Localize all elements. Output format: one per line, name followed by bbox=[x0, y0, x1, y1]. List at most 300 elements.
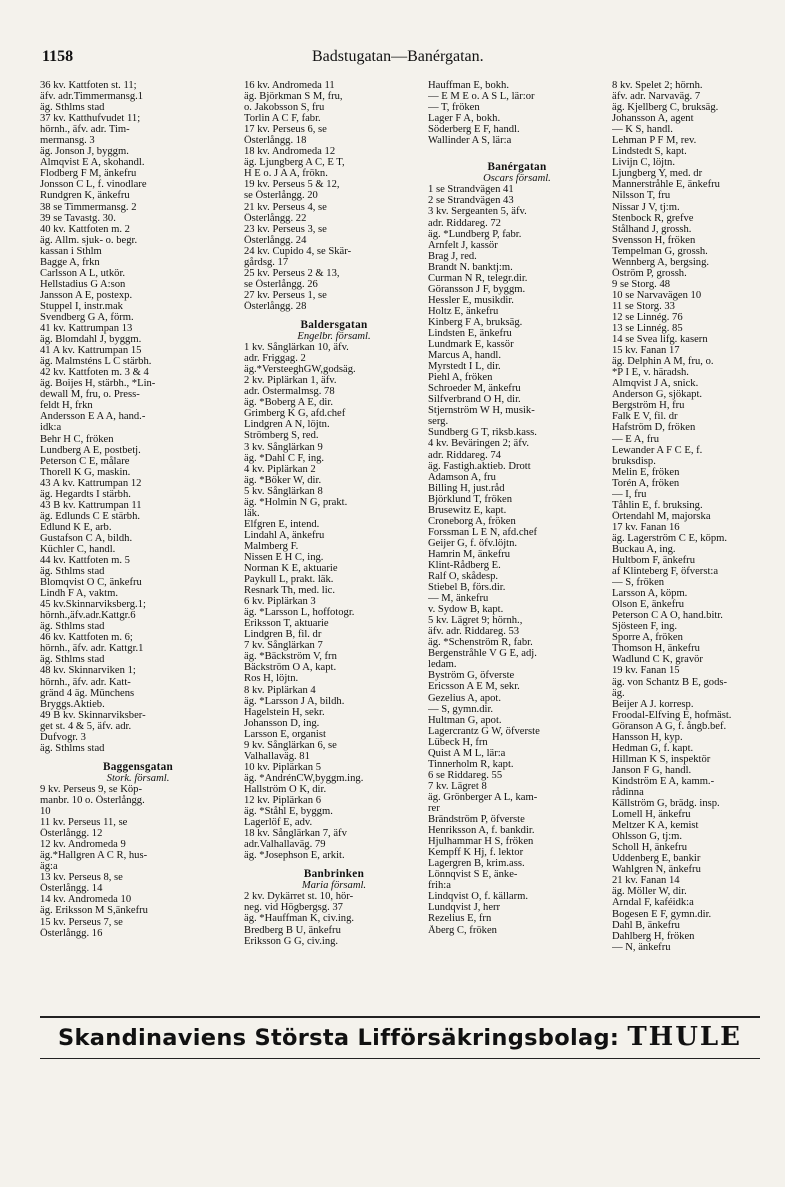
directory-entry: 14 se Svea lifg. kasern bbox=[612, 334, 708, 346]
directory-entry: Söderberg E F, handl. bbox=[428, 124, 520, 136]
directory-entry: Resnark Th, med. lic. bbox=[244, 585, 336, 597]
directory-entry: Geijer G, f. öfv.löjtn. bbox=[428, 537, 518, 549]
parish-name: Oscars församl. bbox=[483, 173, 551, 185]
directory-entry: Sjösteen F, ing. bbox=[612, 621, 678, 633]
directory-entry: o. Jakobsson S, fru bbox=[244, 102, 325, 114]
directory-entry: äg. Delphin A M, fru, o. bbox=[612, 356, 714, 368]
spacer bbox=[428, 146, 606, 154]
directory-entry: Scholl H, änkefru bbox=[612, 842, 688, 854]
directory-entry: Byström G, öfverste bbox=[428, 670, 515, 682]
directory-entry: Adamson A, fru bbox=[428, 471, 496, 483]
directory-entry: 37 kv. Katthufvudet 11; bbox=[40, 113, 141, 125]
directory-entry: äg. *Dahl C F, ing. bbox=[244, 452, 325, 464]
directory-entry: 2 kv. Piplärkan 1, äfv. bbox=[244, 375, 337, 387]
directory-entry: Ros H, löjtn. bbox=[244, 673, 299, 685]
directory-entry: 10 kv. Piplärkan 5 bbox=[244, 761, 321, 773]
street-heading: Baggensgatan bbox=[102, 761, 174, 773]
directory-entry: Strömberg S, red. bbox=[244, 430, 319, 442]
directory-entry: Froodal-Elfving E, hofmäst. bbox=[612, 709, 732, 721]
directory-entry: Stiebel B, förs.dir. bbox=[428, 582, 506, 594]
directory-entry: Hafström D, fröken bbox=[612, 422, 696, 434]
directory-entry: Norman K E, aktuarie bbox=[244, 563, 338, 575]
directory-entry: Küchler C, handl. bbox=[40, 543, 116, 555]
directory-entry: Arnfelt J, kassör bbox=[428, 239, 498, 251]
directory-entry: Österlångg. 24 bbox=[244, 234, 307, 246]
directory-entry: 12 kv. Andromeda 9 bbox=[40, 839, 126, 851]
directory-entry: Valhallaväg. 81 bbox=[244, 750, 310, 762]
directory-entry: Lönnqvist S E, änke- bbox=[428, 869, 518, 881]
directory-entry: Thomson H, änkefru bbox=[612, 643, 700, 655]
directory-entry: Bergenstråhle V G E, adj. bbox=[428, 648, 537, 660]
directory-entry: äg. Eriksson M S,änkefru bbox=[40, 905, 148, 917]
directory-entry: Blomqvist O C, änkefru bbox=[40, 577, 142, 589]
directory-entry: Lundqvist J, herr bbox=[428, 902, 501, 914]
directory-entry: äg. *Josephson E, arkit. bbox=[244, 850, 345, 862]
directory-entry: 11 se Storg. 33 bbox=[612, 300, 675, 312]
directory-entry: Silfverbrand O H, dir. bbox=[428, 394, 521, 406]
footer-rule-bottom bbox=[40, 1058, 760, 1059]
directory-entry: 43 A kv. Kattrumpan 12 bbox=[40, 477, 142, 489]
directory-entry: frih:a bbox=[428, 880, 451, 892]
directory-column-3 bbox=[428, 80, 606, 1010]
directory-entry: Österlångg. 16 bbox=[40, 927, 103, 939]
directory-entry: 23 kv. Perseus 3, se bbox=[244, 223, 327, 235]
directory-entry: af Klinteberg F, öfverst:a bbox=[612, 566, 719, 578]
directory-entry: Elfgren E, intend. bbox=[244, 518, 320, 530]
directory-entry: Thorell K G, maskin. bbox=[40, 466, 131, 478]
directory-entry: Uddenberg E, bankir bbox=[612, 853, 701, 865]
directory-entry: bruksdisp. bbox=[612, 455, 656, 467]
directory-entry: Hillman K S, inspektör bbox=[612, 753, 711, 765]
directory-entry: Olson E, änkefru bbox=[612, 599, 685, 611]
directory-entry: hörnh., äfv. adr. Kattgr.1 bbox=[40, 643, 144, 655]
directory-entry: Österlångg. 18 bbox=[244, 135, 307, 147]
directory-entry: Livijn C, löjtn. bbox=[612, 157, 675, 169]
directory-entry: 2 se Strandvägen 43 bbox=[428, 195, 514, 207]
directory-entry: Lindsten E, änkefru bbox=[428, 327, 512, 339]
directory-entry: Wahlgren N, änkefru bbox=[612, 864, 701, 876]
directory-entry: Ohlsson G, tj:m. bbox=[612, 831, 683, 843]
directory-entry: Arndal F, kaféidk:a bbox=[612, 897, 694, 909]
directory-entry: Johansson D, ing. bbox=[244, 717, 320, 729]
directory-entry: 21 kv. Perseus 4, se bbox=[244, 201, 327, 213]
directory-entry: hörnh., äfv. adr. Katt- bbox=[40, 676, 131, 688]
directory-entry: 19 kv. Fanan 15 bbox=[612, 665, 680, 677]
directory-entry: adr. Riddareg. 74 bbox=[428, 449, 501, 461]
directory-entry: Lagerlöf E, adv. bbox=[244, 817, 313, 829]
directory-entry: äg. Fastigh.aktieb. Drott bbox=[428, 460, 531, 472]
directory-entry: äg. Sthlms stad bbox=[40, 566, 105, 578]
directory-entry: äg. *Bäckström V, frn bbox=[244, 651, 337, 663]
directory-entry: Lagergren B, krim.ass. bbox=[428, 858, 525, 870]
directory-entry: 7 kv. Sånglärkan 7 bbox=[244, 640, 323, 652]
directory-entry: Österlångg. 28 bbox=[244, 300, 307, 312]
directory-entry: äg. Edlunds C E stärbh. bbox=[40, 510, 141, 522]
directory-entry: Jonsson C L, f. vinodlare bbox=[40, 179, 147, 191]
directory-entry: Behr H C, fröken bbox=[40, 433, 114, 445]
directory-entry: Sporre A, fröken bbox=[612, 632, 683, 644]
directory-entry: Torlin A C F, fabr. bbox=[244, 113, 321, 125]
directory-entry: 12 se Linnég. 76 bbox=[612, 311, 683, 323]
directory-entry: *P I E, v. häradsh. bbox=[612, 367, 689, 379]
directory-entry: gårdsg. 17 bbox=[244, 256, 289, 268]
directory-entry: Bergström H, fru bbox=[612, 400, 685, 412]
directory-entry: Beijer A J. korresp. bbox=[612, 698, 694, 710]
directory-entry: get st. 4 & 5, äfv. adr. bbox=[40, 720, 132, 732]
directory-entry: idk:a bbox=[40, 422, 62, 434]
directory-entry: 13 se Linnég. 85 bbox=[612, 323, 683, 335]
directory-entry: äg. Kjellberg C, bruksäg. bbox=[612, 102, 719, 114]
directory-entry: 24 kv. Cupido 4, se Skär- bbox=[244, 245, 352, 257]
directory-entry: Holtz E, änkefru bbox=[428, 305, 499, 317]
directory-entry: 49 B kv. Skinnarviksber- bbox=[40, 709, 146, 721]
directory-entry: Tinnerholm R, kapt. bbox=[428, 758, 514, 770]
directory-entry: Stålhand J, grossh. bbox=[612, 223, 692, 235]
directory-entry: se Österlångg. 20 bbox=[244, 190, 318, 202]
directory-entry: Billing H, just.råd bbox=[428, 482, 505, 494]
directory-entry: 41 A kv. Kattrumpan 15 bbox=[40, 345, 142, 357]
directory-entry: äg. *AndrénCW,byggm.ing. bbox=[244, 772, 364, 784]
directory-entry: Larsson E, organist bbox=[244, 728, 326, 740]
directory-entry: äg. *Lundberg P, fabr. bbox=[428, 228, 522, 240]
directory-entry: 21 kv. Fanan 14 bbox=[612, 875, 680, 887]
directory-entry: äg. Hegardts I stärbh. bbox=[40, 488, 131, 500]
directory-entry: Curman N R, telegr.dir. bbox=[428, 272, 528, 284]
directory-entry: 15 kv. Fanan 17 bbox=[612, 345, 680, 357]
directory-entry: Björklund T, fröken bbox=[428, 493, 513, 505]
directory-entry: äg. *Holmin N G, prakt. bbox=[244, 496, 348, 508]
directory-entry: Mannerstråhle E, änkefru bbox=[612, 179, 720, 191]
street-heading: Banérgatan bbox=[487, 162, 547, 174]
directory-entry: Wallinder A S, lär:a bbox=[428, 135, 512, 147]
directory-entry: Lehman P F M, rev. bbox=[612, 135, 697, 147]
directory-entry: neg. vid Högbergsg. 37 bbox=[244, 902, 343, 914]
directory-entry: äfv. adr.Timmermansg.1 bbox=[40, 91, 144, 103]
street-heading: Banbrinken bbox=[303, 869, 365, 881]
directory-entry: se Österlångg. 26 bbox=[244, 278, 318, 290]
directory-entry: 10 bbox=[40, 806, 51, 818]
directory-entry: Dufvogr. 3 bbox=[40, 731, 86, 743]
directory-entry: Ralf O, skådesp. bbox=[428, 571, 499, 583]
directory-entry: 25 kv. Perseus 2 & 13, bbox=[244, 267, 340, 279]
directory-entry: Lübeck H, frn bbox=[428, 736, 488, 748]
directory-entry: 19 kv. Perseus 5 & 12, bbox=[244, 179, 340, 191]
directory-entry: — K S, handl. bbox=[612, 124, 673, 136]
directory-entry: 36 kv. Kattfoten st. 11; bbox=[40, 80, 137, 91]
parish-name: Maria församl. bbox=[301, 880, 367, 892]
directory-entry: Ericsson A E M, sekr. bbox=[428, 681, 520, 693]
directory-entry: Brag J, red. bbox=[428, 250, 477, 262]
directory-entry: Lundmark E, kassör bbox=[428, 339, 514, 351]
directory-entry: Ljungberg Y, med. dr bbox=[612, 168, 703, 180]
directory-entry: 18 kv. Sånglärkan 7, äfv bbox=[244, 828, 347, 840]
directory-entry: — E M E o. A S L, lär:or bbox=[428, 91, 535, 103]
directory-entry: 17 kv. Perseus 6, se bbox=[244, 124, 327, 136]
directory-entry: äg. Björkman S M, fru, bbox=[244, 91, 343, 103]
directory-entry: Brändström P, öfverste bbox=[428, 814, 525, 826]
directory-entry: Quist A M L, lär:a bbox=[428, 747, 506, 759]
directory-entry: Almqvist E A, skohandl. bbox=[40, 157, 145, 169]
directory-entry: Klint-Rådberg E. bbox=[428, 559, 501, 571]
directory-entry: manbr. 10 o. Österlångg. bbox=[40, 795, 145, 806]
directory-entry: Hallström O K, dir. bbox=[244, 783, 327, 795]
directory-entry: Jansson A E, postexp. bbox=[40, 289, 133, 301]
directory-entry: Almqvist J A, snick. bbox=[612, 378, 699, 390]
directory-entry: Brusewitz E, kapt. bbox=[428, 504, 507, 516]
directory-entry: Brandt N. banktj:m. bbox=[428, 261, 513, 273]
directory-entry: Lindgren B, fil. dr bbox=[244, 629, 322, 641]
directory-entry: äg. Lagerström C E, köpm. bbox=[612, 532, 728, 544]
directory-entry: Kempff K Hj, f. lektor bbox=[428, 847, 524, 859]
directory-entry: äg. Boijes H, stärbh., *Lin- bbox=[40, 378, 156, 390]
directory-entry: Larsson A, köpm. bbox=[612, 588, 688, 600]
directory-entry: 2 kv. Dykärret st. 10, hör- bbox=[244, 891, 354, 903]
directory-column-4 bbox=[612, 80, 782, 1010]
directory-entry: 38 se Timmermansg. 2 bbox=[40, 201, 137, 213]
directory-entry: äg. *Schenström R, fabr. bbox=[428, 637, 533, 649]
directory-entry: äg. Sthlms stad bbox=[40, 654, 105, 666]
directory-column-2 bbox=[244, 80, 424, 1010]
directory-entry: kassan i Sthlm bbox=[40, 245, 102, 257]
directory-entry: 17 kv. Fanan 16 bbox=[612, 521, 680, 533]
directory-entry: Österlångg. 14 bbox=[40, 883, 103, 895]
directory-entry: äg. *Hauffman K, civ.ing. bbox=[244, 913, 355, 925]
directory-entry: äfv. adr. Narvaväg. 7 bbox=[612, 91, 701, 103]
directory-entry: äg. *Ståhl E, byggm. bbox=[244, 806, 333, 818]
directory-entry: adr. Östermalmsg. 78 bbox=[244, 386, 335, 398]
directory-entry: Bogesen E F, gymn.dir. bbox=[612, 908, 712, 920]
directory-entry: Nilsson T, fru bbox=[612, 190, 671, 202]
directory-entry: Malmberg F. bbox=[244, 540, 299, 552]
page-number: 1158 bbox=[42, 48, 74, 65]
directory-entry: 9 kv. Sånglärkan 6, se bbox=[244, 739, 337, 751]
directory-entry: Melin E, fröken bbox=[612, 466, 680, 478]
ad-text: Skandinaviens Största Lifförsäkringsbolag: bbox=[58, 1025, 620, 1051]
directory-entry: 9 kv. Perseus 9, se Köp- bbox=[40, 783, 143, 795]
directory-entry: 16 kv. Andromeda 11 bbox=[244, 80, 335, 91]
directory-entry: äg. *Böker W, dir. bbox=[244, 474, 322, 486]
directory-entry: Lagercrantz G W, öfverste bbox=[428, 725, 540, 737]
directory-entry: äg. Malmsténs L C stärbh. bbox=[40, 356, 152, 368]
directory-entry: äg. Jonson J, byggm. bbox=[40, 146, 129, 158]
spacer bbox=[40, 754, 236, 762]
directory-entry: 5 kv. Lägret 9; hörnh., bbox=[428, 615, 523, 627]
directory-entry: 5 kv. Sånglärkan 8 bbox=[244, 485, 323, 497]
directory-entry: 3 kv. Sergeanten 5, äfv. bbox=[428, 206, 527, 218]
directory-entry: äg. Grönberger A L, kam- bbox=[428, 791, 538, 803]
directory-entry: Lager F A, bokh. bbox=[428, 113, 501, 125]
directory-entry: 13 kv. Perseus 8, se bbox=[40, 872, 123, 884]
directory-entry: 40 kv. Kattfoten m. 2 bbox=[40, 223, 130, 235]
ad-brand: THULE bbox=[627, 1022, 742, 1052]
directory-entry: — I, fru bbox=[612, 488, 647, 500]
directory-entry: Carlsson A L, utkör. bbox=[40, 267, 126, 279]
directory-entry: — N, änkefru bbox=[612, 941, 671, 953]
directory-entry: äg. Sthlms stad bbox=[40, 621, 105, 633]
directory-entry: äg:a bbox=[40, 861, 58, 873]
directory-entry: Falk E V, fil. dr bbox=[612, 411, 678, 423]
directory-entry: Hultbom F, änkefru bbox=[612, 555, 696, 567]
directory-entry: Kinberg F A, bruksäg. bbox=[428, 316, 523, 328]
street-heading: Baldersgatan bbox=[300, 319, 368, 331]
directory-entry: Hedman G, f. kapt. bbox=[612, 742, 694, 754]
directory-entry: 7 kv. Lägret 8 bbox=[428, 780, 487, 792]
directory-entry: 27 kv. Perseus 1, se bbox=[244, 289, 327, 301]
directory-entry: Nissar J V, tj:m. bbox=[612, 201, 680, 213]
page-header bbox=[0, 48, 785, 72]
directory-entry: adr. Riddareg. 72 bbox=[428, 217, 501, 229]
directory-entry: Svensson H, fröken bbox=[612, 234, 696, 246]
directory-entry: Lindqvist O, f. källarm. bbox=[428, 891, 529, 903]
directory-entry: Sundberg G T, riksb.kass. bbox=[428, 427, 537, 439]
directory-entry: Örtendahl M, majorska bbox=[612, 510, 711, 522]
directory-entry: Forssman L E N, afd.chef bbox=[428, 526, 538, 538]
directory-entry: Grimberg K G, afd.chef bbox=[244, 408, 346, 420]
directory-entry: Croneborg A, fröken bbox=[428, 515, 516, 527]
directory-entry: äg. *Boberg A E, dir. bbox=[244, 397, 333, 409]
directory-entry: Rundgren K, änkefru bbox=[40, 190, 130, 202]
directory-entry: Rezelius E, frn bbox=[428, 913, 492, 925]
directory-entry: Henriksson A, f. bankdir. bbox=[428, 825, 535, 837]
directory-entry: Peterson C A O, hand.bitr. bbox=[612, 610, 723, 622]
directory-entry: Anderson G, sjökapt. bbox=[612, 389, 703, 401]
directory-entry: Källström G, brädg. insp. bbox=[612, 798, 720, 810]
directory-entry: 1 se Strandvägen 41 bbox=[428, 184, 514, 196]
directory-entry: — T, fröken bbox=[428, 102, 480, 114]
directory-entry: 45 kv.Skinnarviksberg.1; bbox=[40, 599, 146, 611]
directory-entry: äg. Ljungberg A C, E T, bbox=[244, 157, 345, 169]
directory-entry: äg. Sthlms stad bbox=[40, 102, 105, 114]
directory-entry: 3 kv. Sånglärkan 9 bbox=[244, 441, 323, 453]
directory-entry: Hjulhammar H S, fröken bbox=[428, 836, 534, 848]
directory-entry: gränd 4 äg. Münchens bbox=[40, 687, 135, 699]
directory-entry: Hauffman E, bokh. bbox=[428, 80, 510, 91]
directory-entry: — E A, fru bbox=[612, 433, 660, 445]
directory-entry: Österlångg. 22 bbox=[244, 212, 307, 224]
directory-entry: 1 kv. Sånglärkan 10, äfv. bbox=[244, 342, 349, 354]
directory-entry: Dahl B, änkefru bbox=[612, 919, 680, 931]
spacer bbox=[244, 312, 424, 320]
directory-entry: adr.Valhallaväg. 79 bbox=[244, 839, 326, 851]
directory-entry: v. Sydow B, kapt. bbox=[428, 604, 504, 616]
directory-entry: rådinna bbox=[612, 787, 644, 798]
directory-entry: äg. Sthlms stad bbox=[40, 742, 105, 754]
directory-entry: mermansg. 3 bbox=[40, 135, 95, 147]
directory-entry: Stenbock R, grefve bbox=[612, 212, 694, 224]
directory-entry: Janson F G, handl. bbox=[612, 764, 692, 776]
directory-entry: Lindh F A, vaktm. bbox=[40, 588, 118, 600]
directory-entry: H E o. J A A, frökn. bbox=[244, 168, 328, 180]
directory-entry: äfv. adr. Riddareg. 53 bbox=[428, 626, 520, 638]
directory-entry: 8 kv. Spelet 2; hörnh. bbox=[612, 80, 703, 91]
directory-entry: feldt H, frkn bbox=[40, 400, 93, 412]
directory-entry: Gezelius A, apot. bbox=[428, 692, 501, 704]
directory-entry: Lindstedt S, kapt. bbox=[612, 146, 687, 158]
directory-entry: 6 kv. Piplärkan 3 bbox=[244, 596, 316, 608]
directory-entry: Piehl A, fröken bbox=[428, 372, 493, 384]
directory-entry: 14 kv. Andromeda 10 bbox=[40, 894, 132, 906]
page-title: Badstugatan—Banérgatan. bbox=[312, 48, 484, 65]
directory-entry: Hansson H, kyp. bbox=[612, 731, 683, 743]
directory-entry: Peterson C E, målare bbox=[40, 455, 130, 467]
directory-entry: Bäckström O A, kapt. bbox=[244, 662, 337, 674]
directory-entry: Tempelman G, grossh. bbox=[612, 245, 708, 257]
directory-entry: 42 kv. Kattfoten m. 3 & 4 bbox=[40, 367, 149, 379]
directory-entry: Åberg C, fröken bbox=[428, 924, 497, 936]
directory-entry: Bredberg B U, änkefru bbox=[244, 924, 341, 936]
directory-entry: äg. bbox=[612, 687, 625, 699]
directory-entry: 4 kv. Beväringen 2; äfv. bbox=[428, 438, 530, 450]
directory-entry: Nissen E H C, ing. bbox=[244, 551, 324, 563]
directory-entry: Gustafson C A, bildh. bbox=[40, 532, 133, 544]
directory-entry: 39 se Tavastg. 30. bbox=[40, 212, 116, 224]
directory-entry: Bryggs.Aktieb. bbox=[40, 698, 105, 710]
directory-entry: Meltzer K A, kemist bbox=[612, 820, 699, 832]
directory-entry: Johansson A, agent bbox=[612, 113, 694, 125]
directory-entry: Paykull L, prakt. läk. bbox=[244, 574, 334, 586]
directory-entry: Öström P, grossh. bbox=[612, 267, 687, 279]
directory-entry: äg. Allm. sjuk- o. begr. bbox=[40, 234, 138, 246]
directory-entry: 15 kv. Perseus 7, se bbox=[40, 916, 123, 928]
directory-entry: Myrstedt I L, dir. bbox=[428, 361, 501, 373]
directory-entry: Kindström E A, kamm.- bbox=[612, 775, 715, 787]
parish-name: Engelbr. församl. bbox=[297, 331, 371, 343]
directory-entry: rer bbox=[428, 803, 440, 814]
directory-entry: hörnh., äfv. adr. Tim- bbox=[40, 124, 130, 136]
parish-name: Stork. församl. bbox=[106, 772, 170, 784]
directory-entry: 9 se Storg. 48 bbox=[612, 278, 671, 290]
directory-entry: Andersson E A A, hand.- bbox=[40, 411, 146, 423]
directory-entry: 41 kv. Kattrumpan 13 bbox=[40, 323, 133, 335]
directory-entry: adr. Friggag. 2 bbox=[244, 353, 306, 365]
directory-entry: Edlund K E, arb. bbox=[40, 521, 112, 533]
directory-entry: Torén A, fröken bbox=[612, 477, 680, 489]
directory-entry: ledam. bbox=[428, 659, 457, 671]
directory-entry: Hessler E, musikdir. bbox=[428, 294, 514, 306]
directory-entry: äg.*VersteeghGW,godsäg. bbox=[244, 364, 356, 376]
directory-entry: Schroeder M, änkefru bbox=[428, 383, 521, 395]
directory-entry: Österlångg. 12 bbox=[40, 828, 103, 840]
ad-banner bbox=[40, 1022, 760, 1052]
directory-entry: hörnh.,äfv.adr.Kattgr.6 bbox=[40, 610, 136, 622]
directory-entry: äg. von Schantz B E, gods- bbox=[612, 676, 728, 688]
directory-entry: äg. Möller W, dir. bbox=[612, 886, 687, 898]
footer-rule-top bbox=[40, 1016, 760, 1018]
directory-entry: Stuppel I, instr.mak bbox=[40, 300, 123, 312]
directory-entry: äg. *Larsson L, hoffotogr. bbox=[244, 607, 355, 619]
directory-entry: — S, fröken bbox=[612, 577, 665, 589]
directory-entry: Göransson J F, byggm. bbox=[428, 283, 526, 295]
directory-entry: Göranson A G, f. ångb.bef. bbox=[612, 720, 727, 732]
directory-entry: Lundberg A E, postbetj. bbox=[40, 444, 141, 456]
directory-entry: Flodberg F M, änkefru bbox=[40, 168, 137, 180]
directory-entry: Bagge A, frkn bbox=[40, 256, 100, 268]
directory-entry: läk. bbox=[244, 507, 260, 519]
directory-entry: 43 B kv. Kattrumpan 11 bbox=[40, 499, 142, 511]
directory-entry: Lewander A F C E, f. bbox=[612, 444, 703, 456]
directory-entry: Hamrin M, änkefru bbox=[428, 548, 511, 560]
directory-entry: Hagelstein H, sekr. bbox=[244, 706, 325, 718]
directory-entry: — M, änkefru bbox=[428, 593, 489, 605]
directory-entry: 10 se Narvavägen 10 bbox=[612, 289, 702, 301]
directory-entry: — S, gymn.dir. bbox=[428, 703, 494, 715]
directory-entry: 48 kv. Skinnarviken 1; bbox=[40, 665, 136, 677]
directory-entry: 12 kv. Piplärkan 6 bbox=[244, 795, 321, 806]
directory-entry: Marcus A, handl. bbox=[428, 350, 501, 362]
directory-entry: Dahlberg H, fröken bbox=[612, 930, 695, 942]
directory-entry: Hultman G, apot. bbox=[428, 714, 502, 726]
spacer bbox=[428, 154, 606, 162]
